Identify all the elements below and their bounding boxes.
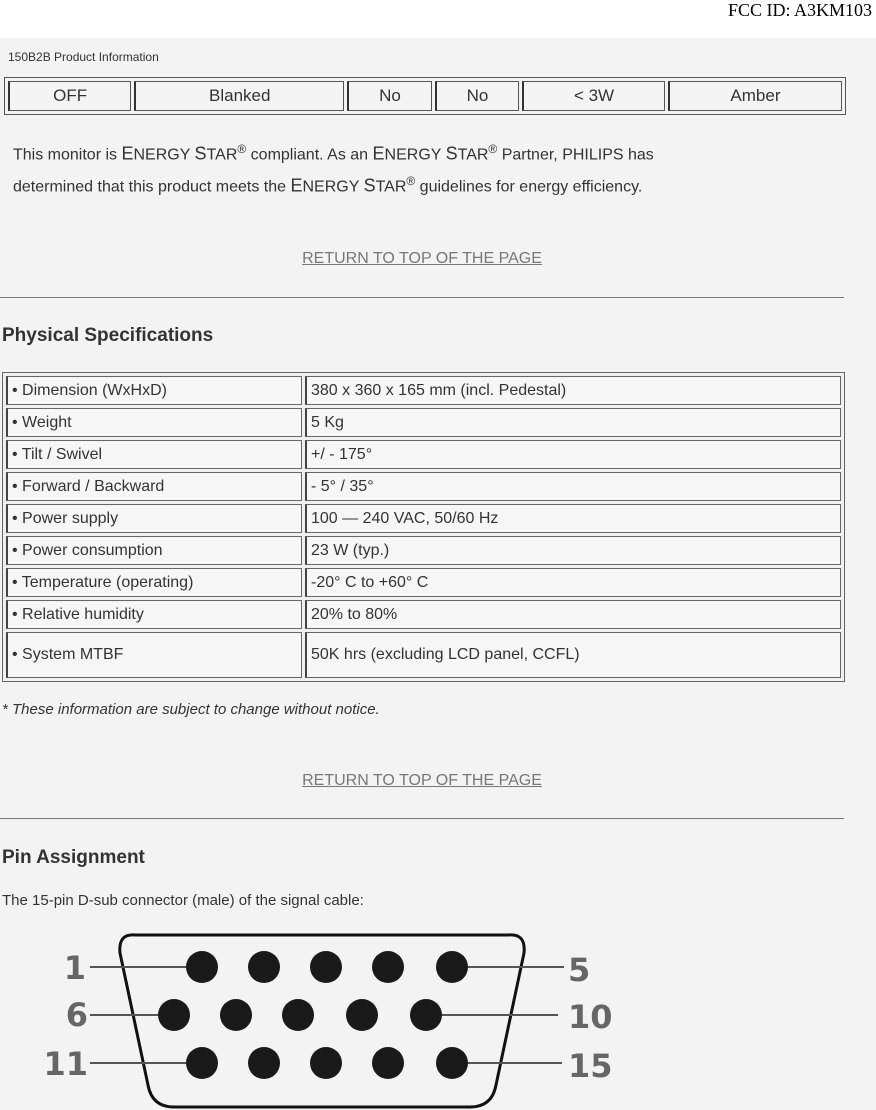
pin-description: The 15-pin D-sub connector (male) of the signal cable: xyxy=(2,892,364,909)
energy-text: S xyxy=(194,143,207,164)
pin-label-6: 6 xyxy=(65,996,88,1034)
energy-text: S xyxy=(363,175,376,196)
pin-dot xyxy=(310,951,342,983)
table-cell: OFF xyxy=(8,81,131,111)
fcc-id: FCC ID: A3KM103 xyxy=(727,0,872,20)
spec-label: • System MTBF xyxy=(6,632,302,678)
energy-text: S xyxy=(445,143,458,164)
spec-value: 50K hrs (excluding LCD panel, CCFL) xyxy=(305,632,841,678)
spec-label: • Temperature (operating) xyxy=(6,568,302,597)
pin-dot xyxy=(186,1047,218,1079)
pin-dot xyxy=(372,1047,404,1079)
spec-label: • Weight xyxy=(6,408,302,437)
spec-label: • Forward / Backward xyxy=(6,472,302,501)
spec-label: • Relative humidity xyxy=(6,600,302,629)
table-cell: No xyxy=(435,81,519,111)
table-row xyxy=(6,536,841,565)
energy-text: NERGY xyxy=(302,178,364,196)
spec-value: -20° C to +60° C xyxy=(305,568,841,597)
pin-dot xyxy=(220,999,252,1031)
pin-dot xyxy=(248,951,280,983)
pin-dot xyxy=(436,951,468,983)
power-management-table xyxy=(4,77,846,115)
pin-assignment-heading: Pin Assignment xyxy=(2,847,145,868)
pin-label-11: 11 xyxy=(43,1045,88,1083)
table-cell: < 3W xyxy=(522,81,665,111)
energy-text: TAR xyxy=(375,178,407,196)
pin-dot xyxy=(310,1047,342,1079)
table-cell: No xyxy=(347,81,431,111)
spec-label: • Power supply xyxy=(6,504,302,533)
divider xyxy=(0,297,844,298)
table-cell: Amber xyxy=(668,81,842,111)
spec-value: 5 Kg xyxy=(305,408,841,437)
physical-specs-table xyxy=(2,372,845,682)
registered-mark: ® xyxy=(488,142,498,156)
table-row xyxy=(8,81,842,111)
table-row xyxy=(6,472,841,501)
spec-label: • Dimension (WxHxD) xyxy=(6,376,302,405)
table-row xyxy=(6,408,841,437)
energy-text: E xyxy=(121,143,134,164)
divider xyxy=(0,818,844,819)
disclaimer-note: * These information are subject to change without notice. xyxy=(2,701,380,718)
registered-mark: ® xyxy=(406,174,416,189)
spec-label: • Power consumption xyxy=(6,536,302,565)
energy-text: TAR xyxy=(457,146,489,164)
energy-text: determined that this product meets the xyxy=(13,178,291,196)
energy-text: guidelines for energy efficiency. xyxy=(415,178,643,196)
spec-value: 380 x 360 x 165 mm (incl. Pedestal) xyxy=(305,376,841,405)
dsub-connector-diagram xyxy=(40,925,640,1110)
energy-text: TAR xyxy=(206,146,238,164)
spec-label: • Tilt / Swivel xyxy=(6,440,302,469)
spec-value: 20% to 80% xyxy=(305,600,841,629)
registered-mark: ® xyxy=(237,142,247,156)
table-row xyxy=(6,600,841,629)
energy-text: This monitor is xyxy=(13,146,122,164)
table-row xyxy=(6,376,841,405)
energy-text: E xyxy=(290,175,303,196)
energy-text: NERGY xyxy=(133,146,195,164)
energy-star-statement xyxy=(13,136,833,201)
energy-text: Partner, PHILIPS has xyxy=(497,146,654,164)
pin-dot xyxy=(372,951,404,983)
physical-specs-heading: Physical Specifications xyxy=(2,325,214,346)
pin-label-1: 1 xyxy=(63,949,86,987)
spec-value: 23 W (typ.) xyxy=(305,536,841,565)
pin-dot xyxy=(158,999,190,1031)
pin-dot xyxy=(248,1047,280,1079)
table-row xyxy=(6,632,841,678)
table-row xyxy=(6,568,841,597)
pin-dot xyxy=(186,951,218,983)
pin-dot xyxy=(346,999,378,1031)
pin-dot xyxy=(436,1047,468,1079)
table-row xyxy=(6,440,841,469)
table-cell: Blanked xyxy=(134,81,344,111)
table-row xyxy=(6,504,841,533)
product-info-label: 150B2B Product Information xyxy=(8,50,159,64)
spec-value: - 5° / 35° xyxy=(305,472,841,501)
return-to-top-link[interactable]: RETURN TO TOP OF THE PAGE xyxy=(302,250,542,267)
pin-label-10: 10 xyxy=(568,998,613,1036)
energy-text: NERGY xyxy=(384,146,446,164)
spec-value: +/ - 175° xyxy=(305,440,841,469)
energy-text: E xyxy=(372,143,385,164)
pin-label-15: 15 xyxy=(568,1047,613,1085)
energy-text: compliant. As an xyxy=(246,146,373,164)
pin-dot xyxy=(410,999,442,1031)
pin-dot xyxy=(282,999,314,1031)
return-to-top-link[interactable]: RETURN TO TOP OF THE PAGE xyxy=(302,772,542,789)
pin-label-5: 5 xyxy=(568,951,591,989)
spec-value: 100 — 240 VAC, 50/60 Hz xyxy=(305,504,841,533)
